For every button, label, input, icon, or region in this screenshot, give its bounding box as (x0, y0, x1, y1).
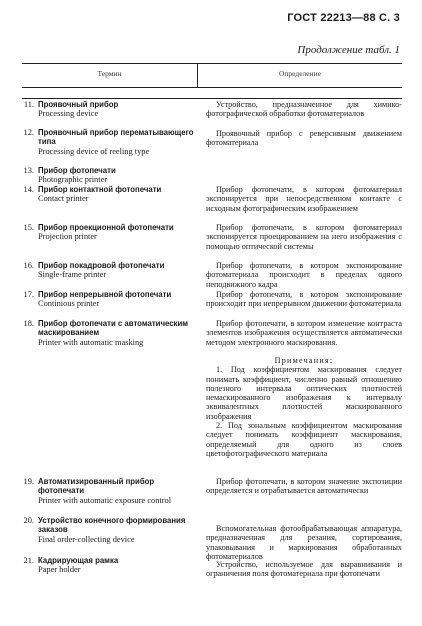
term-item (22, 100, 200, 119)
term-ru: Проявочный прибор (38, 100, 119, 109)
term-en: Paper holder (38, 565, 81, 575)
term-number: 17. (23, 290, 34, 299)
table-continuation-label: Продолжение табл. 1 (297, 44, 400, 56)
definition-text: Прибор фотопечати, в котором фотоматериал экспонируется при непосредственном контакте с исходным фотографическим изображением (206, 185, 402, 213)
term-item (22, 290, 200, 309)
definition-text: Вспомогательная фотообрабатывающая аппаратура, предназначенная для резания, сортирования, упаковывания и маркирования обработанных фотоматериалов (206, 524, 402, 561)
term-number: 20. (23, 516, 34, 525)
term-ru: Автоматизированный прибор фотопечати (38, 477, 155, 496)
definition-text: Прибор фотопечати, в котором экспонирование происходит при непрерывном движении фотоматериала (206, 290, 402, 309)
term-number: 13. (23, 166, 34, 175)
term-ru: Кадрирующая рамка (38, 556, 119, 565)
notes-block (206, 356, 402, 458)
term-en: Single-frame printer (38, 270, 107, 280)
notes-title: Примечания: (274, 356, 334, 365)
term-number: 16. (23, 261, 34, 270)
term-item (22, 128, 200, 156)
term-number: 14. (23, 185, 34, 194)
term-item (22, 319, 200, 347)
term-item (22, 261, 200, 280)
term-en: Printer with automatic masking (38, 337, 144, 347)
term-ru: Проявочный прибор перематывающего типа (38, 128, 194, 147)
term-ru: Устройство конечного формирования заказов (38, 516, 186, 535)
term-ru: Прибор контактной фотопечати (38, 185, 162, 194)
body-top-rule (22, 98, 402, 99)
definition-text: Прибор фотопечати, в котором изменение контраста элементов изображения осуществляется автоматически методом электронного маскирования. (206, 319, 402, 347)
table-top-rule (22, 63, 402, 64)
term-ru: Прибор непрерывной фотопечати (38, 290, 172, 299)
term-en: Contact printer (38, 194, 89, 204)
definition-text: Проявочный прибор с реверсивным движением фотоматериала (206, 129, 402, 148)
term-item (22, 477, 200, 505)
column-header-definition: Определение (279, 69, 321, 78)
term-ru: Прибор фотопечати с автоматическим маскированием (38, 319, 189, 338)
term-en: Projection printer (38, 232, 97, 242)
terms-table (22, 63, 402, 618)
header-bottom-rule (22, 87, 402, 88)
definition-text: Устройство, используемое для выравнивания и ограничения поля фотоматериала при фотопечати (206, 560, 402, 579)
term-ru: Прибор проекционной фотопечати (38, 223, 174, 232)
term-item (22, 516, 200, 544)
term-ru: Прибор покадровой фотопечати (38, 261, 165, 270)
term-number: 18. (23, 319, 34, 328)
note-paragraph: 1. Под коэффициентом маскирования следует понимать коэффициент, численно равный отношению полезного интервала оптических плотностей немаскированного изображения к интервалу эквивалентных плотностей маскированного изображения (206, 365, 402, 421)
term-number: 21. (23, 556, 34, 565)
column-header-term: Термин (97, 69, 122, 78)
term-number: 11. (23, 100, 34, 109)
term-en: Photographic printer (38, 175, 108, 185)
term-en: Processing device of reeling type (38, 146, 150, 156)
term-item (22, 185, 200, 204)
term-en: Final order-collecting device (38, 534, 135, 544)
term-ru: Прибор фотопечати (38, 166, 116, 175)
term-en: Printer with automatic exposure control (38, 495, 172, 505)
definition-text: Прибор фотопечати, в котором значение экспозиции определяется и отрабатывается автоматически (206, 477, 402, 496)
term-item (22, 556, 200, 575)
term-en: Continious printer (38, 299, 100, 309)
term-number: 19. (23, 477, 34, 486)
definition-text: Прибор фотопечати, в котором экспонирование фотоматериала происходит в пределах одного неподвижного кадра (206, 261, 402, 289)
definition-text: Прибор фотопечати, в котором фотоматериал экспонируется проецированием на него изображения с помощью оптической системы (206, 223, 402, 251)
term-number: 15. (23, 223, 34, 232)
page-header-standard: ГОСТ 22213—88 С. 3 (287, 12, 400, 24)
definition-text: Устройство, предназначенное для химико-фотографической обработки фотоматериалов (206, 100, 402, 119)
term-item (22, 166, 200, 185)
note-paragraph: 2. Под зональным коэффициентом маскирования следует понимать коэффициент маскирования, определяемый для одного из слоев цветофотографического материала (206, 421, 402, 458)
term-number: 12. (23, 128, 34, 137)
term-item (22, 223, 200, 242)
term-en: Processing device (38, 109, 99, 119)
